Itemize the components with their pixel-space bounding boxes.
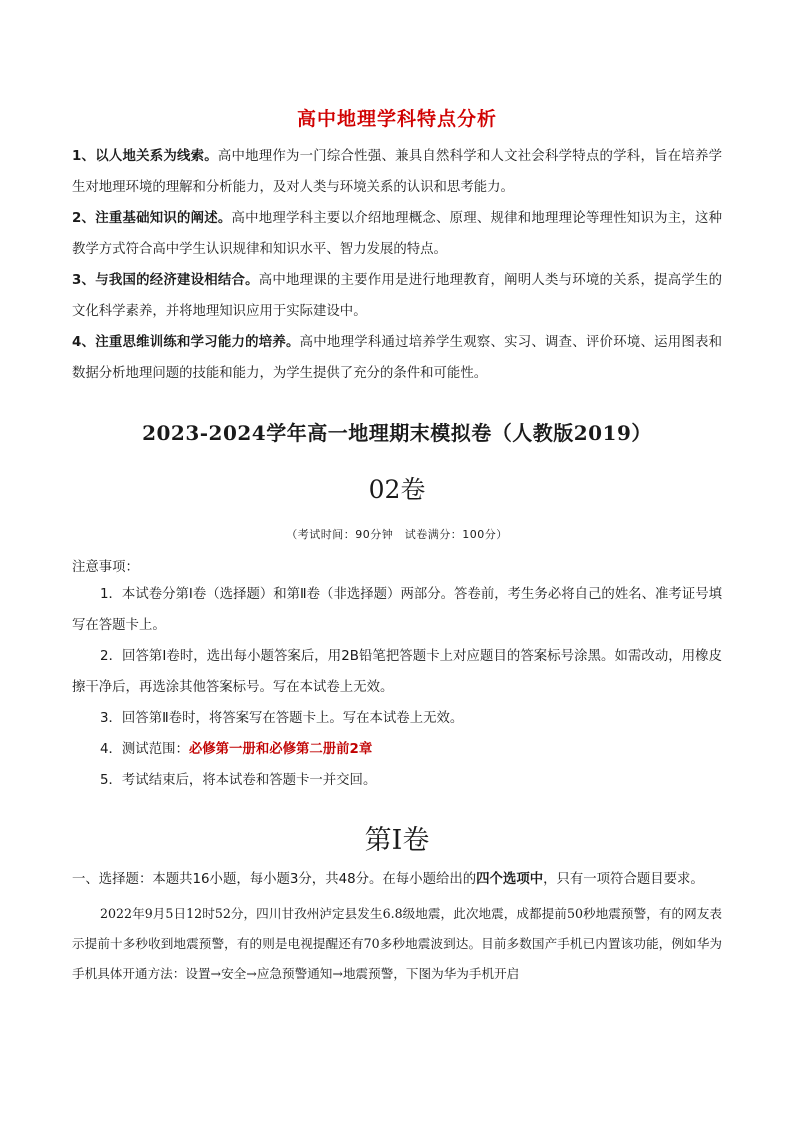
intro-point-lead: 4、注重思维训练和学习能力的培养。 bbox=[72, 335, 300, 350]
intro-point-2 bbox=[72, 203, 722, 265]
notice-item-2: 2．回答第Ⅰ卷时，选出每小题答案后，用2B铅笔把答题卡上对应题目的答案标号涂黑。如需改动，用橡皮擦干净后，再选涂其他答案标号。写在本试卷上无效。 bbox=[72, 649, 722, 695]
intro-point-lead: 2、注重基础知识的阐述。 bbox=[72, 211, 232, 226]
question-passage: 2022年9月5日12时52分，四川甘孜州泸定县发生6.8级地震，此次地震，成都提前50秒地震预警，有的网友表示提前十多秒收到地震预警，有的则是电视提醒还有70多秒地震波到达。目前多数国产手机已内置该功能，例如华为手机具体开通方法：设置→安全→应急预警通知→地震预警，下图为华为手机开启 bbox=[72, 906, 722, 981]
intro-point-text: 高中地理作为一门综合性强、兼具自然科学和人文社会科学特点的学科，旨在培养学生对地理环境的理解和分析能力，及对人类与环境关系的认识和思考能力。 bbox=[72, 149, 722, 195]
intro-point-text: 高中地理课的主要作用是进行地理教育，阐明人类与环境的关系，提高学生的文化科学素养，并将地理知识应用于实际建设中。 bbox=[72, 273, 722, 319]
notice-item-1: 1．本试卷分第Ⅰ卷（选择题）和第Ⅱ卷（非选择题）两部分。答卷前，考生务必将自己的姓名、准考证号填写在答题卡上。 bbox=[72, 587, 722, 633]
intro-point-3 bbox=[72, 265, 722, 327]
test-scope-highlight: 必修第一册和必修第二册前2章 bbox=[188, 742, 373, 757]
intro-point-1 bbox=[72, 141, 722, 203]
intro-point-text: 高中地理学科主要以介绍地理概念、原理、规律和地理理论等理性知识为主，这种教学方式符合高中学生认识规律和知识水平、智力发展的特点。 bbox=[72, 211, 722, 257]
question-head-suffix: ，只有一项符合题目要求。 bbox=[543, 872, 704, 887]
intro-point-text: 高中地理学科通过培养学生观察、实习、调查、评价环境、运用图表和数据分析地理问题的技能和能力，为学生提供了充分的条件和可能性。 bbox=[72, 335, 722, 381]
question-head-bold: 四个选项中 bbox=[476, 872, 544, 887]
question-head-prefix: 一、选择题：本题共16小题，每小题3分，共48分。在每小题给出的 bbox=[72, 872, 477, 887]
intro-point-4 bbox=[72, 327, 722, 389]
intro-title: 高中地理学科特点分析 bbox=[296, 108, 497, 130]
exam-info: （考试时间：90分钟 试卷满分：100分） bbox=[286, 528, 508, 541]
notice-item-4 bbox=[72, 734, 722, 765]
notice-item-3: 3．回答第Ⅱ卷时，将答案写在答题卡上。写在本试卷上无效。 bbox=[100, 711, 464, 726]
intro-point-lead: 1、以人地关系为线索。 bbox=[72, 149, 218, 164]
exam-subtitle: 02卷 bbox=[368, 475, 426, 504]
section-title: 第Ⅰ卷 bbox=[364, 825, 430, 856]
question-section-head bbox=[72, 865, 722, 895]
exam-title: 2023-2024学年高一地理期末模拟卷（人教版2019） bbox=[142, 421, 652, 445]
notice-item-4-prefix: 4．测试范围： bbox=[100, 742, 189, 757]
intro-point-lead: 3、与我国的经济建设相结合。 bbox=[72, 273, 259, 288]
notice-heading: 注意事项： bbox=[72, 560, 139, 575]
notice-item-5: 5．考试结束后，将本试卷和答题卡一并交回。 bbox=[100, 773, 377, 788]
